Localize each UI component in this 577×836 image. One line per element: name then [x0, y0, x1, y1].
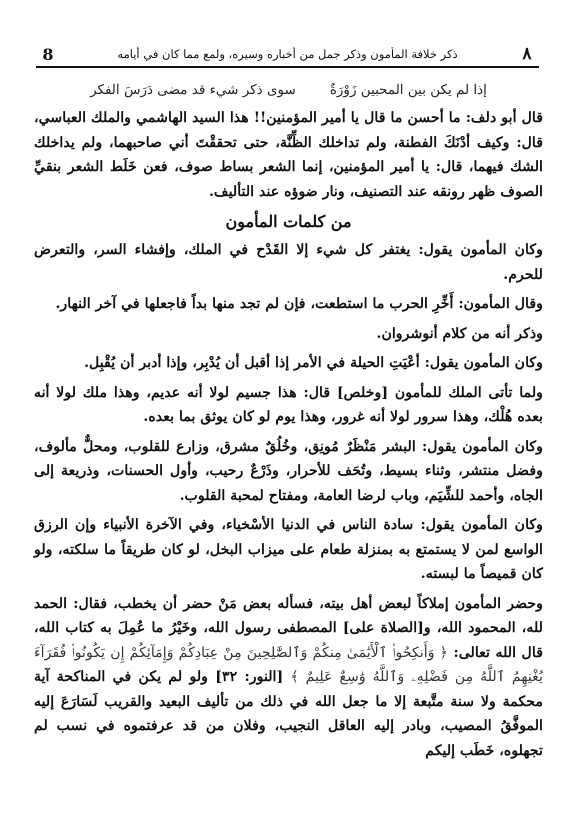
paragraph-saying-4: ولما تأتى الملك للمأمون [وخلص] قال: هذا جسيم لولا أنه عديم، وهذا ملك لولا أنه بعده هُلْك، وهذا سرور لولا أنه غرور، وهذا يوم لو كان يوثق بما بعده. [34, 384, 543, 425]
paragraph-saying-3: وكان المأمون يقول: أعْيَتِ الحيلة في الأمر إذا أقبل أن يُدْبِر، وإذا أدبر أن يُقْبِل. [84, 355, 543, 371]
paragraph-saying-1: وكان المأمون يقول: يغتفر كل شيء إلا القَدْح في الملك، وإفشاء السر، والتعرض للحرم. [34, 242, 543, 283]
running-title: ذكر خلافة المأمون وذكر جمل من أخباره وسيره، ولمع مما كان في أيامه [117, 47, 458, 61]
paragraph-saying-2: وقال المأمون: أَخِّرِ الحرب ما استطعت، فإن لم تجد منها بداً فاجعلها في آخر النهار. [55, 296, 543, 312]
poetry-verse [34, 82, 543, 98]
paragraph-note: وذكر أنه من كلام أنوشروان. [376, 325, 543, 342]
verse-second-hemistich: سوى ذكر شيء قد مضى دَرَسَ الفكر [90, 82, 296, 98]
quran-quote: ﴿ وَأَنكِحُوا۟ ٱلْأَيَٰمَىٰ مِنكُمْ وَٱلصَّٰلِحِينَ مِنْ عِبَادِكُمْ وَإِمَآئِكُمْ إِن يَكُونُوا۟ فُقَرَآءَ يُغْنِهِمُ ٱللَّهُ مِن فَضْلِهِۦ وَٱللَّهُ وَٰسِعٌ عَلِيمٌ ﴾ [34, 644, 543, 685]
page-body [34, 82, 543, 768]
sermon-text-start: وحضر المأمون إملاكاً لبعض أهل بيته، فسأله بعض مَنْ حضر أن يخطب، فقال: الحمد لله، المحمود الله، و[الصلاة على] المصطفى رسول الله، وخَيْرُ ما عُمِلَ به كتاب الله، قال الله تعالى: [34, 595, 543, 661]
sermon-text-end: [النور: ٣٢] ولو لم يكن في المناكحة آية محكمة ولا سنة متَّبعة إلا ما جعل الله في ذلك من تأليف البعيد والقريب لَسَارَعَ إليه الموفَّقُ المصيب، وبادر إليه العاقل النجيب، وفلان من قد عرفتموه في نسب لم تجهلوه، خَطَب إليكم [34, 669, 543, 759]
paragraph-abu-dulaf: قال أبو دلف: ما أحسن ما قال يا أمير المؤمنين!! هذا السيد الهاشمي والملك العباسي، قال: وكيف أدْنَكَ الفطنة، ولم تداخلك الظِّنَّة، حتى تحققْتَ أني صاحبهما، ولم يداخلك الشك فيهما، قال: يا أمير المؤمنين، إنما الشعر بساط صوف، فعن خَلَط الشعر بنقيِّ الصوف ظهر رونقه عند التصنيف، ونار ضوؤه عند التأليف. [34, 110, 543, 200]
page-number-arabic: ٨ [522, 44, 532, 64]
verse-first-hemistich: إذا لم يكن بين المحبين زَوْرَةٌ [329, 82, 487, 98]
page-number-latin: 8 [42, 44, 54, 64]
section-heading: من كلمات المأمون [225, 212, 352, 231]
paragraph-saying-6: وكان المأمون يقول: سادة الناس في الدنيا الأسْخياء، وفي الآخرة الأنبياء وإن الرزق الواسع لمن لا يستمتع به بمنزلة طعام على ميزاب البخل، لو كان طريقاً ما سلكته، ولو كان قميصاً ما لبسته. [34, 517, 543, 582]
paragraph-saying-5: وكان المأمون يقول: البشر مَنْظَرٌ مُونِق، وخُلُقٌ مشرق، وزارع للقلوب، ومحلٌّ مألوف، وفضل منتشر، وثناء بسيط، وتُحَف للأحرار، وذَرْعٌ رحيب، وأول الحسنات، وذريعة إلى الجاه، وأحمد للشِّيَم، وباب لرضا العامة، ومفتاح لمحبة القلوب. [34, 438, 543, 504]
paragraph-marriage-sermon [34, 592, 543, 764]
page-header [36, 42, 539, 68]
